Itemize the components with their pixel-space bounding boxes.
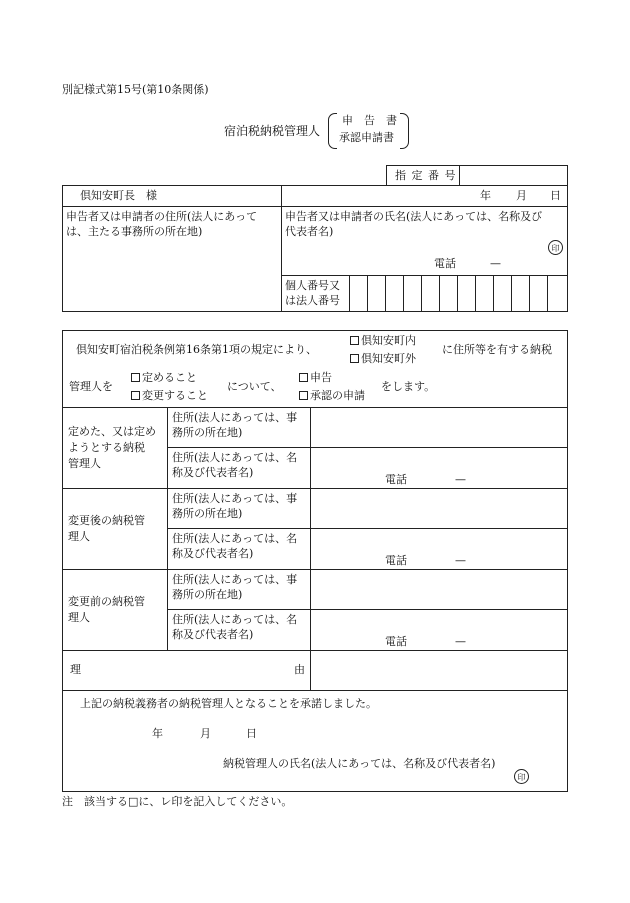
consent-statement: 上記の納税義務者の納税管理人となることを承諾しました。 <box>80 697 377 710</box>
suffix-text: をします。 <box>381 380 436 393</box>
section-1-label-1: 定めた、又は定め <box>68 425 156 438</box>
form-title-prefix: 宿泊税納税管理人 <box>224 124 321 138</box>
section-previous-manager <box>62 569 167 650</box>
section-1-label-3: 管理人 <box>68 457 101 470</box>
section-3-address-label-2: 務所の所在地) <box>172 588 243 601</box>
section-2-phone-label: 電話 <box>385 554 407 567</box>
consent-month-label: 月 <box>200 727 211 740</box>
footnote: 注 該当する□に、レ印を記入してください。 <box>62 795 293 808</box>
section-1-phone-dash: — <box>455 473 466 486</box>
section-1-phone-label: 電話 <box>385 473 407 486</box>
section-3-name-field[interactable] <box>311 610 567 649</box>
date-day-label: 日 <box>550 189 561 202</box>
applicant-name-label-2: 代表者名) <box>285 225 334 238</box>
section-2-phone-dash: — <box>455 554 466 567</box>
title-option-report: 申 告 書 <box>342 114 397 127</box>
id-number-label-2: は法人番号 <box>285 294 340 307</box>
addressee: 倶知安町長 様 <box>80 189 157 202</box>
section-2-address-label-2: 務所の所在地) <box>172 507 243 520</box>
section-3-address-field[interactable] <box>311 570 567 608</box>
reason-label-left: 理 <box>70 663 81 676</box>
checkbox-inside-town[interactable]: 倶知安町内 <box>350 334 416 348</box>
manager-name-label: 納税管理人の氏名(法人にあっては、名称及び代表者名) <box>223 757 496 770</box>
applicant-address-label-2: は、主たる事務所の所在地) <box>66 225 203 238</box>
section-1-name-label-2: 称及び代表者名) <box>172 466 254 479</box>
section-3-name-label-2: 称及び代表者名) <box>172 628 254 641</box>
intro-tail: に住所等を有する納税 <box>442 343 552 356</box>
checkbox-outside-town[interactable]: 倶知安町外 <box>350 352 416 366</box>
applicant-name-label-1: 申告者又は申請者の氏名(法人にあっては、名称及び <box>285 210 543 223</box>
section-1-address-label-2: 務所の所在地) <box>172 426 243 439</box>
manager-seal-mark: 印 <box>514 769 529 784</box>
designated-number-label: 指 定 番 号 <box>395 169 457 182</box>
section-new-manager <box>62 488 167 569</box>
section-2-address-label-1: 住所(法人にあっては、事 <box>172 492 298 505</box>
applicant-phone-dash: — <box>490 257 501 270</box>
applicant-address-field[interactable] <box>63 242 280 310</box>
section-designated-manager <box>62 407 167 488</box>
date-year-label: 年 <box>480 189 491 202</box>
checkbox-apply[interactable]: 承認の申請 <box>299 389 365 403</box>
id-number-label-1: 個人番号又 <box>285 279 340 292</box>
consent-day-label: 日 <box>246 727 257 740</box>
section-1-name-field[interactable] <box>311 448 567 487</box>
section-3-label-1: 変更前の納税管 <box>68 595 145 608</box>
section-3-phone-dash: — <box>455 635 466 648</box>
date-month-label: 月 <box>516 189 527 202</box>
section-1-label-2: ようとする納税 <box>68 441 145 454</box>
section-2-label-2: 理人 <box>68 530 90 543</box>
section-1-name-label-1: 住所(法人にあっては、名 <box>172 451 298 464</box>
section-1-address-label-1: 住所(法人にあっては、事 <box>172 411 298 424</box>
reason-field[interactable] <box>311 651 567 689</box>
section-2-name-label-1: 住所(法人にあっては、名 <box>172 532 298 545</box>
section-1-address-field[interactable] <box>311 408 567 446</box>
section-2-label-1: 変更後の納税管 <box>68 514 145 527</box>
section-2-name-field[interactable] <box>311 529 567 568</box>
checkbox-decide[interactable]: 定めること <box>131 371 197 385</box>
form-reference: 別記様式第15号(第10条関係) <box>62 83 209 96</box>
applicant-phone-label: 電話 <box>434 257 456 270</box>
title-option-application: 承認申請書 <box>339 131 394 144</box>
applicant-seal-mark: 印 <box>548 240 563 255</box>
section-3-name-label-1: 住所(法人にあっては、名 <box>172 613 298 626</box>
section-3-address-label-1: 住所(法人にあっては、事 <box>172 573 298 586</box>
title-bracket-right <box>400 113 409 149</box>
section-3-label-2: 理人 <box>68 611 90 624</box>
section-2-name-label-2: 称及び代表者名) <box>172 547 254 560</box>
designated-number-field[interactable] <box>460 166 567 185</box>
section-3-phone-label: 電話 <box>385 635 407 648</box>
applicant-address-label-1: 申告者又は申請者の住所(法人にあって <box>66 210 258 223</box>
consent-year-label: 年 <box>152 727 163 740</box>
id-number-field[interactable] <box>350 276 567 311</box>
regulation-intro: 倶知安町宿泊税条例第16条第1項の規定により、 <box>76 343 317 356</box>
checkbox-report[interactable]: 申告 <box>299 371 332 385</box>
manager-prefix: 管理人を <box>69 380 113 393</box>
section-2-address-field[interactable] <box>311 489 567 527</box>
checkbox-change[interactable]: 変更すること <box>131 389 208 403</box>
reason-label-right: 由 <box>294 663 305 676</box>
about-text: について、 <box>227 380 282 393</box>
title-bracket-left <box>328 113 337 149</box>
